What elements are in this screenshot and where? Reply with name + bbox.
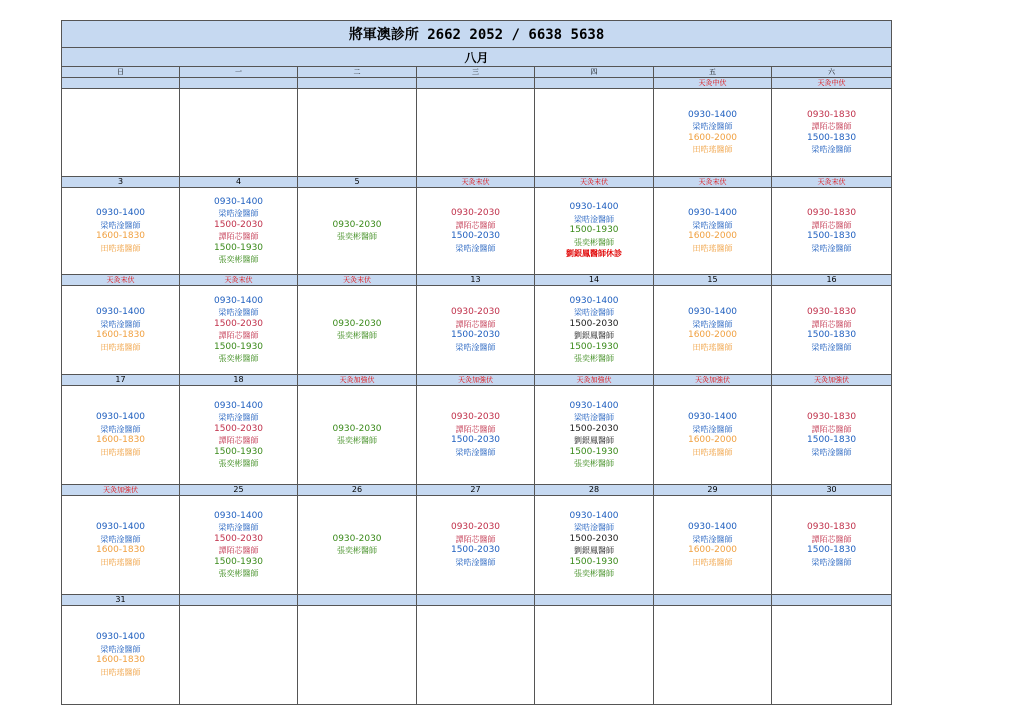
day-cell bbox=[654, 89, 772, 177]
doctor-name: 梁晧淦醫師 bbox=[692, 122, 733, 131]
day-number bbox=[62, 78, 180, 89]
weekday-label: 六 bbox=[772, 67, 892, 78]
clinic-hours: 1500-1930 bbox=[213, 242, 264, 253]
clinic-hours: 0930-1830 bbox=[807, 208, 857, 218]
moxibustion-tag bbox=[298, 275, 417, 286]
day-cell bbox=[535, 286, 654, 375]
clinic-hours: 0930-1400 bbox=[569, 202, 619, 213]
doctor-name: 梁晧淦醫師 bbox=[811, 243, 852, 253]
day-number bbox=[180, 595, 298, 606]
clinic-hours: 1500-1830 bbox=[807, 231, 857, 241]
clinic-hours: 1500-2030 bbox=[569, 318, 619, 329]
day-cell bbox=[62, 606, 180, 705]
day-cell bbox=[62, 188, 180, 275]
moxibustion-tag bbox=[772, 375, 892, 386]
clinic-hours: 1600-1830 bbox=[95, 435, 146, 445]
doctor-name: 張奕彬醫師 bbox=[218, 255, 259, 264]
weekday-header-row bbox=[62, 67, 892, 78]
moxibustion-tag bbox=[772, 177, 892, 188]
moxibustion-tag-label: 天灸加強伏 bbox=[458, 376, 493, 384]
doctor-name: 張奕彬醫師 bbox=[337, 436, 377, 445]
clinic-hours: 1500-1930 bbox=[213, 446, 264, 457]
day-number: 18 bbox=[180, 375, 298, 386]
clinic-hours: 0930-1400 bbox=[687, 208, 738, 218]
moxibustion-tag-label: 天灸末伏 bbox=[698, 178, 727, 186]
day-cell bbox=[535, 386, 654, 485]
clinic-hours: 1500-1930 bbox=[213, 341, 264, 352]
moxibustion-tag-label: 天灸末伏 bbox=[817, 178, 846, 186]
day-cell bbox=[535, 606, 654, 705]
clinic-hours: 1500-1830 bbox=[807, 545, 857, 555]
doctor-name: 張奕彬醫師 bbox=[337, 232, 377, 241]
day-cell bbox=[298, 188, 417, 275]
doctor-name: 田晧瑤醫師 bbox=[692, 557, 733, 567]
moxibustion-tag bbox=[62, 275, 180, 286]
day-number bbox=[298, 595, 417, 606]
doctor-name: 梁晧淦醫師 bbox=[692, 534, 733, 544]
doctor-name: 梁晧淦醫師 bbox=[574, 308, 614, 317]
doctor-name: 張奕彬醫師 bbox=[218, 354, 259, 363]
clinic-hours: 1600-2000 bbox=[687, 330, 738, 340]
doctor-name: 田晧瑤醫師 bbox=[100, 342, 141, 352]
doctor-name: 譚陌芯醫師 bbox=[218, 331, 259, 340]
week-header-row bbox=[62, 595, 892, 606]
doctor-name: 譚陌芯醫師 bbox=[218, 546, 259, 555]
doctor-name: 張奕彬醫師 bbox=[574, 237, 614, 247]
moxibustion-tag bbox=[772, 78, 892, 89]
moxibustion-tag-label: 天灸加強伏 bbox=[103, 486, 138, 494]
moxibustion-tag-label: 天灸加強伏 bbox=[576, 376, 612, 384]
clinic-hours: 0930-1400 bbox=[687, 109, 738, 120]
clinic-hours: 1500-1930 bbox=[569, 341, 619, 352]
moxibustion-tag bbox=[180, 275, 298, 286]
week-schedule-row bbox=[62, 386, 892, 485]
day-cell bbox=[298, 496, 417, 595]
day-number bbox=[180, 78, 298, 89]
doctor-name: 田晧瑤醫師 bbox=[692, 447, 733, 457]
day-cell bbox=[772, 496, 892, 595]
moxibustion-tag-label: 天灸中伏 bbox=[817, 79, 846, 87]
doctor-name: 張奕彬醫師 bbox=[337, 331, 377, 340]
clinic-hours: 0930-1400 bbox=[95, 522, 146, 532]
clinic-hours: 1500-2030 bbox=[450, 330, 501, 340]
doctor-name: 梁晧淦醫師 bbox=[100, 644, 141, 654]
day-cell bbox=[180, 496, 298, 595]
doctor-name: 梁晧淦醫師 bbox=[692, 220, 733, 230]
doctor-name: 劉銀鳳醫師 bbox=[574, 546, 614, 555]
doctor-name: 譚陌芯醫師 bbox=[455, 220, 496, 230]
clinic-hours: 0930-1830 bbox=[807, 307, 857, 317]
day-cell bbox=[772, 89, 892, 177]
doctor-name: 梁晧淦醫師 bbox=[100, 424, 141, 434]
doctor-name: 張奕彬醫師 bbox=[574, 459, 614, 468]
doctor-name: 梁晧淦醫師 bbox=[100, 319, 141, 329]
moxibustion-tag-label: 天灸中伏 bbox=[698, 79, 727, 87]
clinic-hours: 1500-2030 bbox=[569, 533, 619, 544]
day-number bbox=[535, 595, 654, 606]
moxibustion-tag-label: 天灸末伏 bbox=[106, 276, 135, 284]
doctor-name: 梁晧淦醫師 bbox=[218, 308, 259, 317]
day-number: 25 bbox=[180, 485, 298, 496]
doctor-name: 劉銀鳳醫師休診 bbox=[566, 249, 622, 259]
clinic-hours: 0930-2030 bbox=[332, 533, 382, 544]
day-number: 4 bbox=[180, 177, 298, 188]
doctor-name: 田晧瑤醫師 bbox=[692, 342, 733, 352]
moxibustion-tag-label: 天灸加強伏 bbox=[339, 376, 375, 384]
doctor-name: 梁晧淦醫師 bbox=[811, 557, 852, 567]
week-header-row bbox=[62, 375, 892, 386]
day-cell bbox=[298, 386, 417, 485]
clinic-hours: 1500-2030 bbox=[569, 423, 619, 434]
doctor-name: 梁晧淦醫師 bbox=[455, 342, 496, 352]
moxibustion-tag bbox=[535, 177, 654, 188]
clinic-hours: 0930-1400 bbox=[569, 295, 619, 306]
weekday-label: 五 bbox=[654, 67, 772, 78]
doctor-name: 譚陌芯醫師 bbox=[811, 220, 852, 230]
doctor-name: 梁晧淦醫師 bbox=[455, 243, 496, 253]
week-schedule-row bbox=[62, 188, 892, 275]
doctor-name: 田晧瑤醫師 bbox=[100, 557, 141, 567]
doctor-name: 張奕彬醫師 bbox=[218, 569, 259, 578]
clinic-hours: 1500-2030 bbox=[450, 545, 501, 555]
day-cell bbox=[654, 386, 772, 485]
doctor-name: 張奕彬醫師 bbox=[218, 459, 259, 468]
weekday-label: 日 bbox=[62, 67, 180, 78]
day-number: 31 bbox=[62, 595, 180, 606]
day-number: 16 bbox=[772, 275, 892, 286]
doctor-name: 梁晧淦醫師 bbox=[218, 413, 259, 422]
day-number: 5 bbox=[298, 177, 417, 188]
day-cell bbox=[180, 89, 298, 177]
moxibustion-tag bbox=[417, 177, 535, 188]
doctor-name: 梁晧淦醫師 bbox=[811, 145, 852, 154]
week-schedule-row bbox=[62, 89, 892, 177]
month-label: 八月 bbox=[62, 48, 892, 67]
day-cell bbox=[654, 286, 772, 375]
day-number: 3 bbox=[62, 177, 180, 188]
clinic-hours: 1500-1930 bbox=[213, 556, 264, 567]
doctor-name: 梁晧淦醫師 bbox=[692, 319, 733, 329]
clinic-hours: 0930-1400 bbox=[687, 412, 738, 422]
week-header-row bbox=[62, 275, 892, 286]
clinic-hours: 1500-1930 bbox=[569, 225, 619, 236]
doctor-name: 田晧瑤醫師 bbox=[100, 243, 141, 253]
clinic-hours: 1500-1930 bbox=[569, 446, 619, 457]
week-schedule-row bbox=[62, 606, 892, 705]
day-cell bbox=[772, 286, 892, 375]
clinic-hours: 1500-1930 bbox=[569, 556, 619, 567]
weekday-label: 二 bbox=[298, 67, 417, 78]
clinic-hours: 0930-2030 bbox=[450, 522, 501, 532]
day-number: 26 bbox=[298, 485, 417, 496]
doctor-name: 張奕彬醫師 bbox=[574, 569, 614, 578]
doctor-name: 梁晧淦醫師 bbox=[811, 342, 852, 352]
doctor-name: 梁晧淦醫師 bbox=[218, 523, 259, 532]
doctor-name: 譚陌芯醫師 bbox=[455, 424, 496, 434]
day-cell bbox=[62, 496, 180, 595]
day-cell bbox=[654, 606, 772, 705]
clinic-hours: 0930-1400 bbox=[95, 412, 146, 422]
doctor-name: 譚陌芯醫師 bbox=[811, 534, 852, 544]
week-header-row bbox=[62, 485, 892, 496]
doctor-name: 梁晧淦醫師 bbox=[100, 220, 141, 230]
clinic-hours: 0930-2030 bbox=[450, 208, 501, 218]
clinic-hours: 0930-1400 bbox=[687, 307, 738, 317]
day-cell bbox=[180, 386, 298, 485]
moxibustion-tag-label: 天灸末伏 bbox=[461, 178, 490, 186]
clinic-hours: 0930-1400 bbox=[569, 400, 619, 411]
week-header-row bbox=[62, 78, 892, 89]
day-number bbox=[417, 78, 535, 89]
day-cell bbox=[772, 606, 892, 705]
day-cell bbox=[417, 496, 535, 595]
day-cell bbox=[180, 606, 298, 705]
clinic-hours: 1600-1830 bbox=[95, 545, 146, 555]
doctor-name: 梁晧淦醫師 bbox=[100, 534, 141, 544]
doctor-name: 譚陌芯醫師 bbox=[811, 424, 852, 434]
day-cell bbox=[417, 606, 535, 705]
day-number bbox=[535, 78, 654, 89]
day-number bbox=[772, 595, 892, 606]
doctor-name: 梁晧淦醫師 bbox=[574, 214, 614, 224]
clinic-hours: 1600-2000 bbox=[687, 435, 738, 445]
clinic-hours: 0930-2030 bbox=[332, 423, 382, 434]
clinic-hours: 0930-2030 bbox=[450, 412, 501, 422]
day-number: 14 bbox=[535, 275, 654, 286]
day-cell bbox=[654, 496, 772, 595]
doctor-name: 田晧瑤醫師 bbox=[100, 667, 141, 677]
doctor-name: 梁晧淦醫師 bbox=[692, 424, 733, 434]
weekday-label: 三 bbox=[417, 67, 535, 78]
clinic-hours: 1500-2030 bbox=[213, 219, 264, 230]
moxibustion-tag-label: 天灸加強伏 bbox=[695, 376, 730, 384]
day-cell bbox=[298, 286, 417, 375]
day-cell bbox=[62, 286, 180, 375]
doctor-name: 張奕彬醫師 bbox=[574, 354, 614, 363]
day-cell bbox=[62, 386, 180, 485]
clinic-hours: 1500-1830 bbox=[807, 132, 857, 143]
doctor-name: 梁晧淦醫師 bbox=[574, 413, 614, 422]
weekday-label: 四 bbox=[535, 67, 654, 78]
moxibustion-tag bbox=[535, 375, 654, 386]
day-cell bbox=[772, 188, 892, 275]
doctor-name: 譚陌芯醫師 bbox=[455, 319, 496, 329]
clinic-hours: 1500-2030 bbox=[450, 231, 501, 241]
day-number: 30 bbox=[772, 485, 892, 496]
clinic-hours: 0930-2030 bbox=[332, 219, 382, 230]
clinic-hours: 1600-2000 bbox=[687, 132, 738, 143]
clinic-hours: 0930-1830 bbox=[807, 412, 857, 422]
week-header-row bbox=[62, 177, 892, 188]
clinic-hours: 0930-1830 bbox=[807, 109, 857, 120]
calendar-table bbox=[61, 20, 892, 705]
moxibustion-tag-label: 天灸末伏 bbox=[580, 178, 608, 186]
clinic-hours: 1600-2000 bbox=[687, 231, 738, 241]
clinic-hours: 0930-2030 bbox=[332, 318, 382, 329]
day-number bbox=[654, 595, 772, 606]
doctor-name: 譚陌芯醫師 bbox=[218, 232, 259, 241]
clinic-hours: 0930-1400 bbox=[213, 510, 264, 521]
day-cell bbox=[417, 89, 535, 177]
clinic-hours: 0930-1400 bbox=[569, 510, 619, 521]
day-number: 13 bbox=[417, 275, 535, 286]
clinic-hours: 0930-1400 bbox=[213, 196, 264, 207]
day-cell bbox=[180, 286, 298, 375]
clinic-hours: 1600-1830 bbox=[95, 330, 146, 340]
day-cell bbox=[535, 496, 654, 595]
doctor-name: 譚陌芯醫師 bbox=[811, 122, 852, 131]
day-cell bbox=[62, 89, 180, 177]
doctor-name: 譚陌芯醫師 bbox=[811, 319, 852, 329]
moxibustion-tag-label: 天灸加強伏 bbox=[814, 376, 850, 384]
clinic-title: 將軍澳診所 2662 2052 / 6638 5638 bbox=[62, 21, 892, 48]
clinic-hours: 0930-2030 bbox=[450, 307, 501, 317]
moxibustion-tag bbox=[62, 485, 180, 496]
clinic-hours: 0930-1400 bbox=[95, 307, 146, 317]
doctor-name: 劉銀鳳醫師 bbox=[574, 331, 614, 340]
day-cell bbox=[535, 89, 654, 177]
clinic-hours: 1500-2030 bbox=[213, 423, 264, 434]
day-cell bbox=[417, 286, 535, 375]
doctor-name: 田晧瑤醫師 bbox=[692, 243, 733, 253]
doctor-name: 梁晧淦醫師 bbox=[574, 523, 614, 532]
day-cell bbox=[298, 606, 417, 705]
day-number: 29 bbox=[654, 485, 772, 496]
day-number bbox=[298, 78, 417, 89]
doctor-name: 田晧瑤醫師 bbox=[100, 447, 141, 457]
doctor-name: 梁晧淦醫師 bbox=[218, 209, 259, 218]
clinic-hours: 1500-2030 bbox=[213, 533, 264, 544]
day-cell bbox=[298, 89, 417, 177]
day-number bbox=[417, 595, 535, 606]
day-cell bbox=[180, 188, 298, 275]
day-number: 28 bbox=[535, 485, 654, 496]
doctor-name: 譚陌芯醫師 bbox=[218, 436, 259, 445]
clinic-hours: 1500-2030 bbox=[450, 435, 501, 445]
moxibustion-tag bbox=[298, 375, 417, 386]
weekday-label: 一 bbox=[180, 67, 298, 78]
day-cell bbox=[772, 386, 892, 485]
moxibustion-tag bbox=[417, 375, 535, 386]
day-cell bbox=[654, 188, 772, 275]
moxibustion-tag-label: 天灸末伏 bbox=[343, 276, 371, 284]
day-number: 17 bbox=[62, 375, 180, 386]
doctor-name: 張奕彬醫師 bbox=[337, 546, 377, 555]
clinic-hours: 0930-1400 bbox=[687, 522, 738, 532]
doctor-name: 梁晧淦醫師 bbox=[811, 447, 852, 457]
clinic-hours: 0930-1400 bbox=[95, 632, 146, 642]
clinic-hours: 1600-1830 bbox=[95, 655, 146, 665]
week-schedule-row bbox=[62, 286, 892, 375]
clinic-hours: 1500-1830 bbox=[807, 435, 857, 445]
day-cell bbox=[417, 386, 535, 485]
clinic-hours: 1500-1830 bbox=[807, 330, 857, 340]
clinic-hours: 0930-1400 bbox=[95, 208, 146, 218]
doctor-name: 梁晧淦醫師 bbox=[455, 447, 496, 457]
day-cell bbox=[535, 188, 654, 275]
clinic-hours: 0930-1400 bbox=[213, 295, 264, 306]
clinic-hours: 0930-1830 bbox=[807, 522, 857, 532]
doctor-name: 劉銀鳳醫師 bbox=[574, 436, 614, 445]
day-number: 27 bbox=[417, 485, 535, 496]
moxibustion-tag bbox=[654, 177, 772, 188]
doctor-name: 田晧瑤醫師 bbox=[692, 145, 733, 154]
day-number: 15 bbox=[654, 275, 772, 286]
week-schedule-row bbox=[62, 496, 892, 595]
clinic-hours: 0930-1400 bbox=[213, 400, 264, 411]
moxibustion-tag-label: 天灸末伏 bbox=[224, 276, 253, 284]
day-cell bbox=[417, 188, 535, 275]
clinic-hours: 1500-2030 bbox=[213, 318, 264, 329]
moxibustion-tag bbox=[654, 78, 772, 89]
doctor-name: 梁晧淦醫師 bbox=[455, 557, 496, 567]
moxibustion-tag bbox=[654, 375, 772, 386]
doctor-name: 譚陌芯醫師 bbox=[455, 534, 496, 544]
clinic-hours: 1600-2000 bbox=[687, 545, 738, 555]
clinic-hours: 1600-1830 bbox=[95, 231, 146, 241]
